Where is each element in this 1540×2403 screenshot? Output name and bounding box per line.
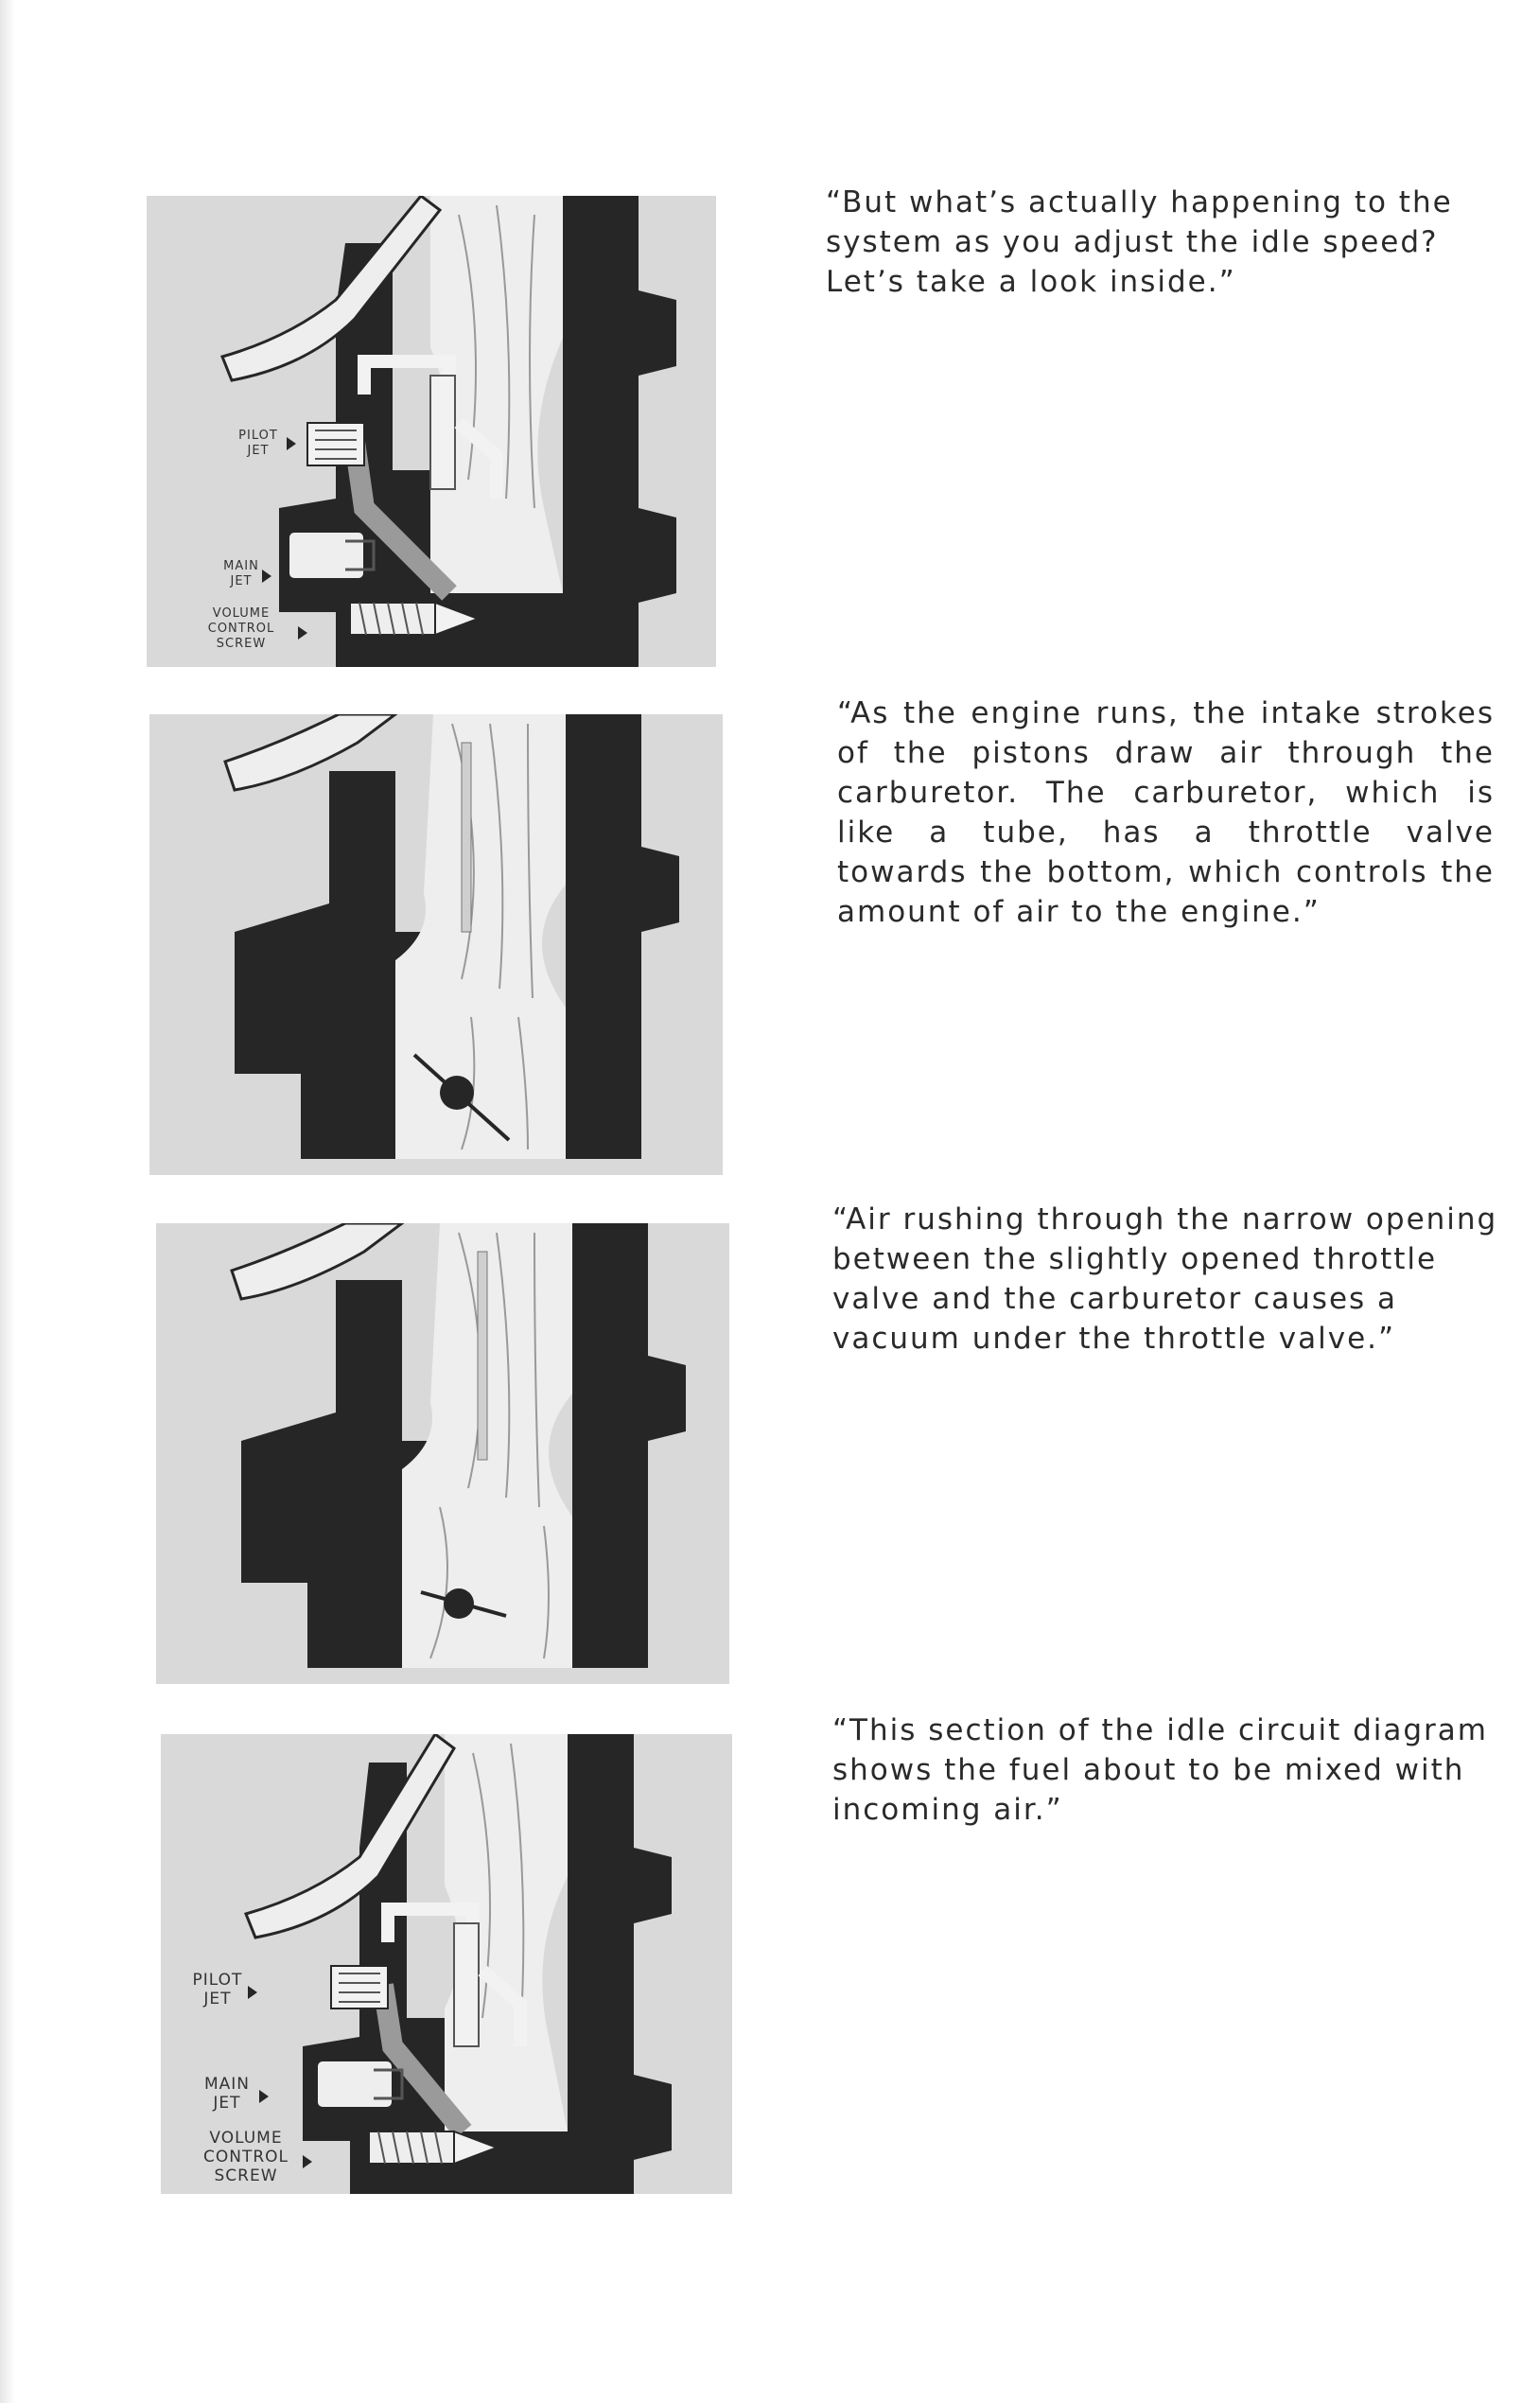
figure-throttle-tube-2 xyxy=(156,1223,729,1684)
caption-4: “This section of the idle circuit diagram shows the fuel about to be mixed with incoming air.” xyxy=(832,1713,1488,1827)
main-jet-label: MAIN JET xyxy=(203,2075,251,2113)
carburetor-tube-2 xyxy=(156,1223,729,1684)
throttle-valve-icon xyxy=(440,1076,474,1110)
figure-idle-circuit-2 xyxy=(161,1734,732,2194)
carburetor-tube-1 xyxy=(149,714,723,1175)
pilot-jet-label: PILOT JET xyxy=(192,1971,243,2008)
volume-control-screw-label: VOLUME CONTROL SCREW xyxy=(202,2129,289,2185)
carburetor-cutaway-1 xyxy=(147,196,716,667)
pilot-jet-label: PILOT JET xyxy=(238,429,278,458)
page-edge xyxy=(0,0,15,2403)
figure-throttle-tube-1 xyxy=(149,714,723,1175)
caption-2: “As the engine runs, the intake strokes of the pistons draw air through the carburetor. The carburetor, which is like a tube, has a throttle valve towards the bottom, which controls the amount of air to the engine.” xyxy=(837,696,1495,929)
caption-3: “Air rushing through the narrow opening between the slightly opened throttle valve and the carburetor causes a vacuum under the throttle valve.” xyxy=(832,1202,1498,1356)
main-jet-label: MAIN JET xyxy=(223,559,259,588)
volume-control-screw-label: VOLUME CONTROL SCREW xyxy=(207,606,275,651)
caption-1: “But what’s actually happening to the system as you adjust the idle speed? Let’s take a look inside.” xyxy=(826,185,1453,299)
carburetor-cutaway-2 xyxy=(161,1734,732,2194)
figure-idle-circuit-1 xyxy=(147,196,716,667)
throttle-valve-icon xyxy=(444,1588,474,1619)
